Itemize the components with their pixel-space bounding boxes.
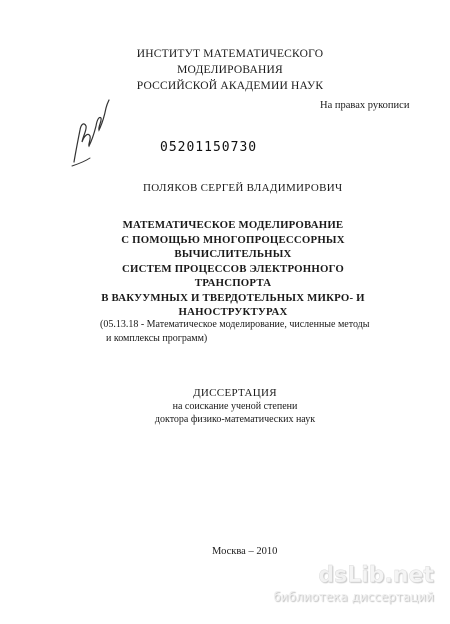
specialty-line1: (05.13.18 - Математическое моделирование, численные методы: [100, 319, 370, 330]
watermark-logo-part: Lib: [347, 563, 385, 588]
title-line: С ПОМОЩЬЮ МНОГОПРОЦЕССОРНЫХ ВЫЧИСЛИТЕЛЬНЫХ: [121, 233, 345, 260]
watermark: [273, 564, 434, 604]
institute-header: [90, 46, 370, 94]
title-line: В ВАКУУМНЫХ И ТВЕРДОТЕЛЬНЫХ МИКРО- И: [101, 291, 365, 304]
institute-name-line1: ИНСТИТУТ МАТЕМАТИЧЕСКОГО МОДЕЛИРОВАНИЯ: [136, 48, 324, 76]
title-line: МАТЕМАТИЧЕСКОЕ МОДЕЛИРОВАНИЕ: [122, 219, 344, 231]
dissertation-type: [150, 386, 320, 426]
watermark-logo-part: ds: [318, 563, 348, 588]
archive-number: 05201150730: [160, 140, 258, 155]
institute-name-line2: РОССИЙСКОЙ АКАДЕМИИ НАУК: [136, 80, 324, 92]
title-line: НАНОСТРУКТУРАХ: [178, 306, 288, 318]
author-name: ПОЛЯКОВ СЕРГЕЙ ВЛАДИМИРОВИЧ: [143, 182, 343, 194]
watermark-tagline: библиотека диссертаций: [273, 590, 434, 604]
dissertation-title: [83, 218, 383, 320]
title-line: СИСТЕМ ПРОЦЕССОВ ЭЛЕКТРОННОГО ТРАНСПОРТА: [122, 262, 344, 289]
city-year: Москва – 2010: [212, 546, 278, 557]
rights-note: На правах рукописи: [320, 100, 410, 111]
degree-line2: доктора физико-математических наук: [154, 414, 316, 425]
specialty-line2: и комплексы программ): [106, 333, 208, 344]
degree-line1: на соискание ученой степени: [172, 401, 298, 412]
watermark-logo-part: .net: [384, 563, 434, 588]
dissertation-heading: ДИССЕРТАЦИЯ: [193, 387, 277, 399]
watermark-logo: [273, 564, 434, 588]
specialty-code: [100, 318, 400, 346]
handwritten-signature-icon: [66, 96, 114, 168]
